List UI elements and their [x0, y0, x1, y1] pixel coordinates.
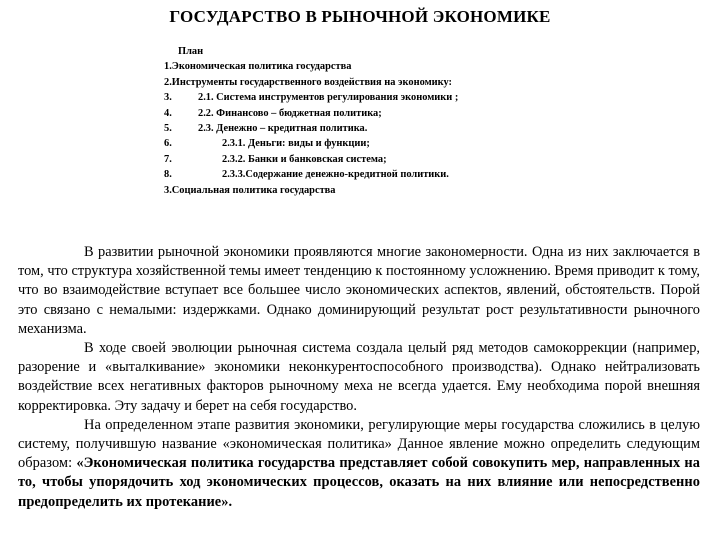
plan-item-text: 2.Инструменты государственного воздействия на экономику: — [164, 76, 452, 88]
document-title: ГОСУДАРСТВО В РЫНОЧНОЙ ЭКОНОМИКЕ — [169, 7, 551, 26]
plan-item-number: 3. — [164, 92, 172, 104]
plan-item-text: 2.3.2. Банки и банковская система; — [222, 153, 387, 165]
plan-item-text: 2.3.1. Деньги: виды и функции; — [222, 138, 370, 150]
plan-item-text: 3.Социальная политика государства — [164, 184, 336, 196]
plan-item — [164, 121, 564, 136]
plan-item-number: 7. — [164, 153, 172, 165]
plan-item-number: 5. — [164, 123, 172, 135]
paragraph: В ходе своей эволюции рыночная система создала целый ряд методов самокоррекции (например, разорение и «выталкивание» экономики неконкурентоспособного производства). Однако нейтрализовать воздействие всех негативных факторов рыночному меха не всегда удается. Ему необходима порой внешняя корректировка. Эту задачу и берет на себя государство. — [18, 340, 700, 414]
plan-item-number: 6. — [164, 138, 172, 150]
plan-item — [164, 167, 564, 182]
plan-item — [164, 59, 564, 74]
plan-item — [164, 152, 564, 167]
plan-item-text: 2.1. Система инструментов регулирования экономики ; — [198, 92, 459, 104]
plan-item-number: 4. — [164, 107, 172, 119]
plan-heading: План — [178, 46, 204, 57]
definition-quote: «Экономическая политика государства представляет собой совокупить мер, направленных на то, чтобы упорядочить ход экономических процессов, оказать на них влияние или непосредственно предопределить их протекание». — [18, 455, 700, 510]
paragraph: В развитии рыночной экономики проявляются многие закономерности. Одна из них заключается в том, что структура хозяйственной темы имеет тенденцию к постоянному усложнению. Время приводит к тому, что во взаимодействие вступает все большее число экономических аспектов, явлений, обстоятельств. Порой это связано с немалыми: издержками. Однако доминирующий результат рост результативности рыночного механизма. — [18, 244, 700, 337]
plan-item-text: 1.Экономическая политика государства — [164, 61, 352, 73]
plan-item-text: 2.3.3.Содержание денежно-кредитной политики. — [222, 169, 449, 181]
plan-item — [164, 75, 564, 90]
plan-item — [164, 90, 564, 105]
paragraph-text: На определенном этапе развития экономики, регулирующие меры государства сложились в целую систему, получившую название «экономическая политика» Данное явление можно определить следующим образом: — [18, 416, 700, 472]
plan-item-number: 8. — [164, 169, 172, 181]
plan-item-text: 2.2. Финансово – бюджетная политика; — [198, 107, 382, 119]
paragraph — [18, 416, 700, 512]
plan-item-text: 2.3. Денежно – кредитная политика. — [198, 123, 368, 135]
plan-item — [164, 106, 564, 121]
plan-item — [164, 136, 564, 151]
body-text — [18, 243, 700, 512]
plan-outline — [164, 44, 564, 198]
plan-item — [164, 183, 564, 198]
